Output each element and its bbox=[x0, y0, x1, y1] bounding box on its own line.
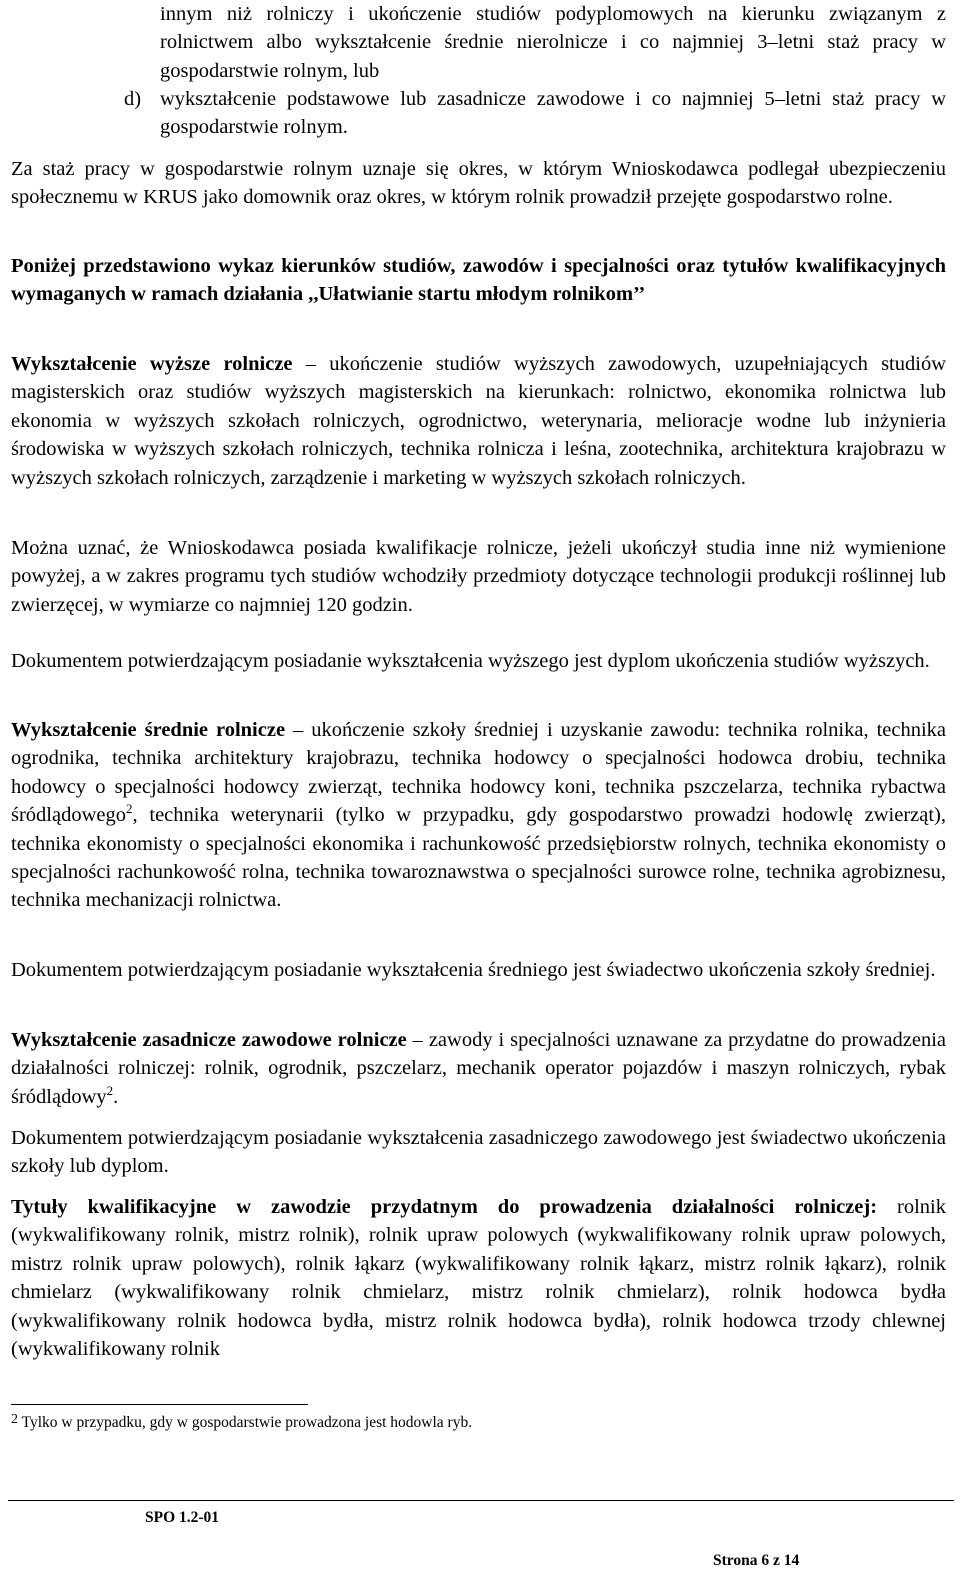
section-srednie bbox=[11, 716, 946, 915]
footer-separator bbox=[8, 1500, 954, 1501]
section-heading: Wykształcenie wyższe rolnicze bbox=[11, 353, 293, 375]
section-text: – ukończenie studiów wyższych zawodowych, uzupełniających studiów magisterskich oraz studiów wyższych magisterskich na kierunkach: rolnictwo, ekonomika rolnictwa lub ekonomia w wyższych szkołach rolniczych, ogrodnictwo, weterynaria, melioracje wodne lub inżynieria środowiska w wyższych szkołach rolniczych, technika rolnicza i leśna, zootechnika, architektura krajobrazu w wyższych szkołach rolniczych, zarządzenie i marketing w wyższych szkołach rolniczych. bbox=[11, 353, 946, 489]
footnote-separator bbox=[11, 1404, 308, 1405]
paragraph-dokument-srednie bbox=[11, 956, 946, 984]
paragraph-dokument-zasadnicze bbox=[11, 1124, 946, 1181]
section-heading: Wykształcenie zasadnicze zawodowe rolnicze bbox=[11, 1029, 407, 1051]
paragraph: Można uznać, że Wnioskodawca posiada kwalifikacje rolnicze, jeżeli ukończył studia inne niż wymienione powyżej, a w zakres programu tych studiów wchodziły przedmioty dotyczące technologii produkcji roślinnej lub zwierzęcej, w wymiarze co najmniej 120 godzin. bbox=[11, 537, 946, 616]
section-text: rolnik (wykwalifikowany rolnik, mistrz rolnik), rolnik upraw polowych (wykwalifikowany rolnik upraw polowych, mistrz rolnik upraw polowych), rolnik łąkarz (wykwalifikowany rolnik łąkarz, mistrz rolnik łąkarz), rolnik chmielarz (wykwalifikowany rolnik chmielarz, mistrz rolnik chmielarz), rolnik hodowca bydła (wykwalifikowany rolnik hodowca bydła, mistrz rolnik hodowca bydła), rolnik hodowca trzody chlewnej (wykwalifikowany rolnik bbox=[11, 1196, 947, 1361]
footnote-text: Tylko w przypadku, gdy w gospodarstwie prowadzona jest hodowla ryb. bbox=[21, 1414, 473, 1431]
intro-heading: Poniżej przedstawiono wykaz kierunków studiów, zawodów i specjalności oraz tytułów kwalifikacyjnych wymaganych w ramach działania ,,Ułatwianie startu młodym rolnikom’’ bbox=[11, 255, 946, 306]
paragraph: Dokumentem potwierdzającym posiadanie wykształcenia zasadniczego zawodowego jest świadectwo ukończenia szkoły lub dyplom. bbox=[11, 1127, 946, 1178]
list-label: d) bbox=[124, 88, 142, 110]
paragraph-staz-pracy bbox=[11, 155, 946, 212]
paragraph-dokument-wyzsze bbox=[11, 647, 946, 675]
section-heading: Tytuły kwalifikacyjne w zawodzie przydatnym do prowadzenia działalności rolniczej: bbox=[11, 1196, 878, 1218]
section-text: , technika weterynarii (tylko w przypadku, gdy gospodarstwo prowadzi hodowlę zwierząt), technika ekonomisty o specjalności ekonomika i rachunkowość przedsiębiorstw rolnych, technika ekonomisty o specjalności rachunkowość rolna, technika towaroznawstwa o specjalności surowce rolne, technika agrobiznesu, technika mechanizacji rolnictwa. bbox=[11, 804, 946, 912]
section-wyzsze bbox=[11, 350, 946, 492]
paragraph-intro bbox=[11, 252, 946, 309]
section-text: – ukończenie szkoły średniej i uzyskanie zawodu: technika rolnika, technika ogrodnika, technika architektury krajobrazu, technika hodowcy o specjalności hodowca drobiu, technika hodowcy o specjalności hodowcy zwierząt, technika hodowcy koni, technika pszczelarza, technika rybactwa śródlądowego bbox=[11, 719, 947, 827]
list-item-c-continuation bbox=[160, 0, 946, 85]
list-text: wykształcenie podstawowe lub zasadnicze zawodowe i co najmniej 5–letni staż pracy w gospodarstwie rolnym. bbox=[160, 88, 946, 139]
footnote bbox=[11, 1413, 472, 1433]
paragraph: Dokumentem potwierdzającym posiadanie wykształcenia średniego jest świadectwo ukończenia szkoły średniej. bbox=[11, 959, 936, 981]
paragraph: innym niż rolniczy i ukończenie studiów podyplomowych na kierunku związanym z rolnictwem albo wykształcenie średnie nierolnicze i co najmniej 3–letni staż pracy w gospodarstwie rolnym, lub bbox=[160, 3, 946, 82]
list-item-d bbox=[124, 85, 946, 142]
section-heading: Wykształcenie średnie rolnicze bbox=[11, 719, 286, 741]
section-text-tail: . bbox=[113, 1085, 119, 1108]
section-tytuly bbox=[11, 1193, 946, 1363]
page-number: Strona 6 z 14 bbox=[713, 1552, 800, 1569]
section-zasadnicze bbox=[11, 1026, 946, 1111]
paragraph-mozna-uznac bbox=[11, 534, 946, 619]
paragraph: Dokumentem potwierdzającym posiadanie wykształcenia wyższego jest dyplom ukończenia studiów wyższych. bbox=[11, 650, 930, 672]
section-text: – zawody i specjalności uznawane za przydatne do prowadzenia działalności rolniczej: rolnik, ogrodnik, pszczelarz, mechanik operator pojazdów i maszyn rolniczych, rybak śródlądowy bbox=[11, 1029, 947, 1108]
footnote-number: 2 bbox=[11, 1412, 18, 1427]
footnote-ref: 2 bbox=[106, 1082, 114, 1098]
document-code: SPO 1.2-01 bbox=[145, 1509, 220, 1526]
paragraph: Za staż pracy w gospodarstwie rolnym uznaje się okres, w którym Wnioskodawca podlegał ubezpieczeniu społecznemu w KRUS jako domownik oraz okres, w którym rolnik prowadził przejęte gospodarstwo rolne. bbox=[11, 158, 946, 209]
footnote-ref: 2 bbox=[126, 801, 133, 817]
